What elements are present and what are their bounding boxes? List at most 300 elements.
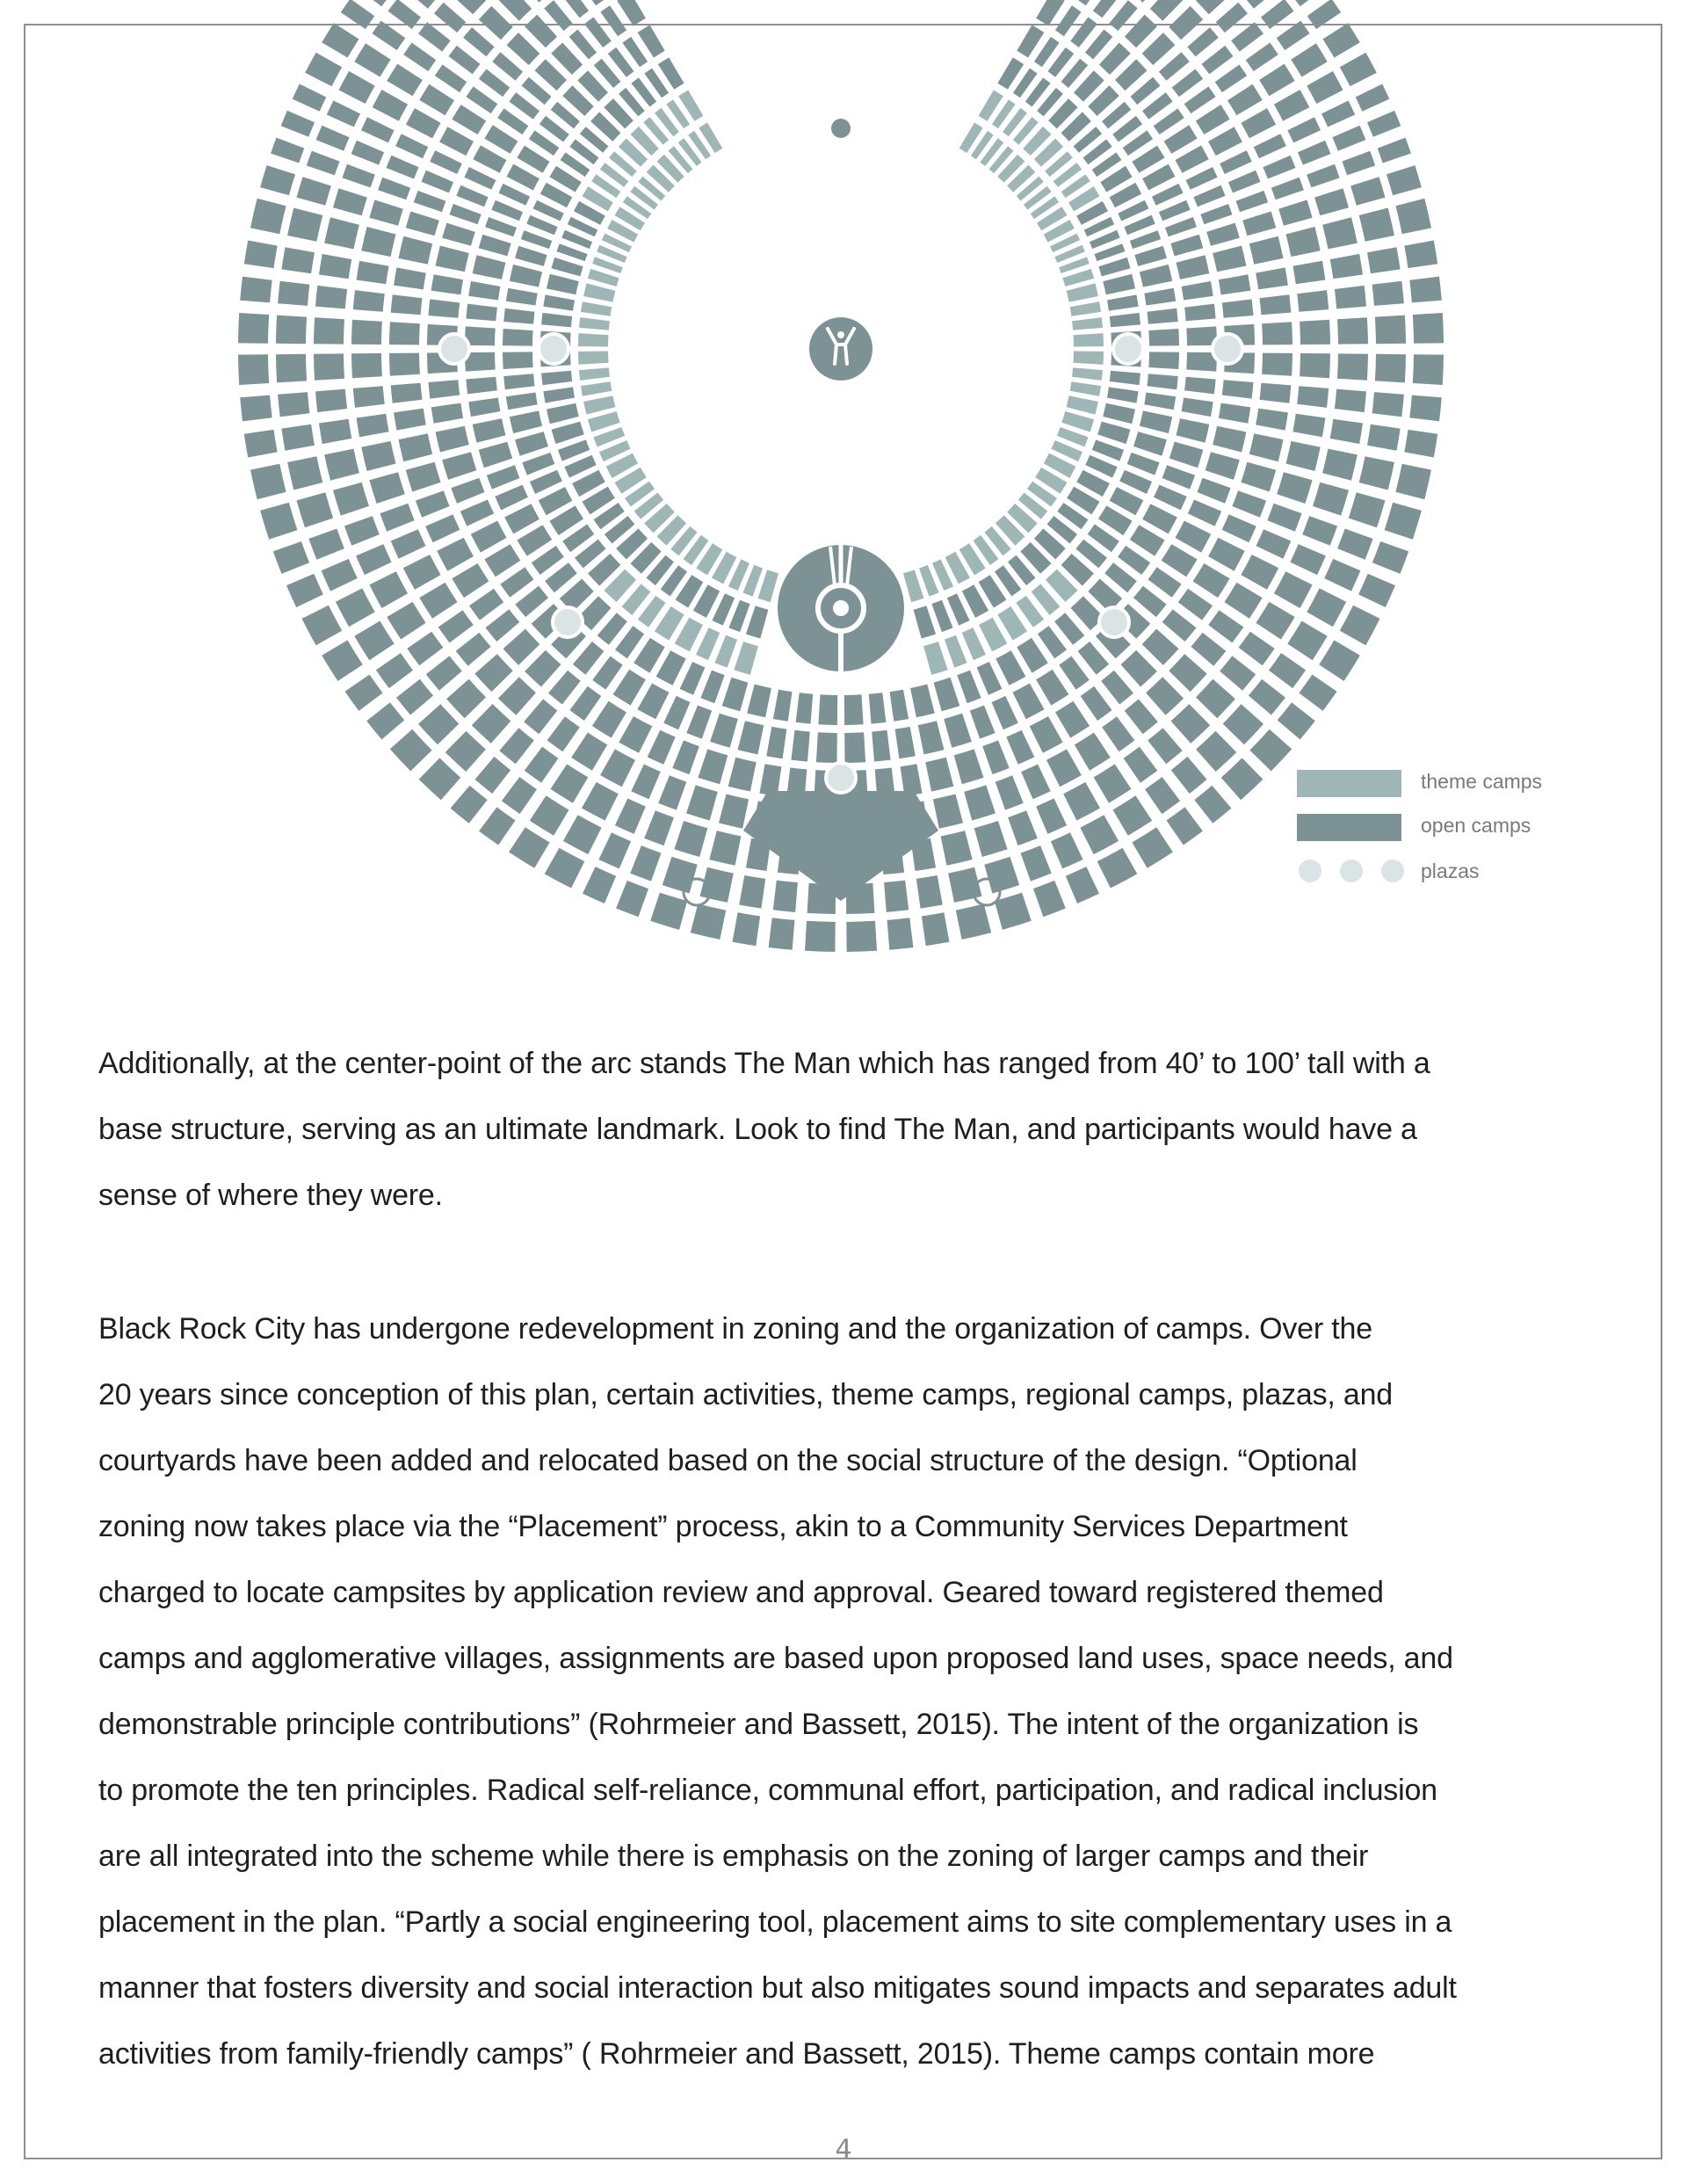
- open-camp-block: [341, 0, 375, 29]
- open-camp-block: [509, 827, 550, 868]
- open-camp-block: [380, 504, 414, 532]
- open-camp-block: [319, 419, 351, 444]
- open-camp-block: [1036, 798, 1067, 834]
- open-camp-block: [1148, 308, 1178, 324]
- open-camp-block: [1307, 0, 1342, 29]
- open-camp-block: [406, 108, 441, 138]
- open-camp-block: [1307, 164, 1339, 188]
- paragraph-line: to promote the ten principles. Radical self-reliance, communal effort, participation, and radical inclusion: [98, 1774, 1437, 1807]
- open-camp-block: [1206, 452, 1240, 480]
- open-camp-block: [1095, 243, 1126, 261]
- open-camp-block: [373, 21, 406, 51]
- open-camp-block: [456, 185, 488, 207]
- open-camp-block: [619, 716, 652, 753]
- legend-label-open-camps: open camps: [1421, 814, 1531, 837]
- open-camp-block: [396, 679, 433, 715]
- paragraph-2: [98, 1296, 1592, 2087]
- center-camp-icon: [778, 545, 904, 671]
- open-camp-block: [438, 610, 474, 642]
- open-camp-block: [1176, 145, 1209, 172]
- open-camp-block: [1274, 90, 1309, 121]
- open-camp-block: [773, 881, 798, 912]
- open-camp-block: [592, 701, 626, 738]
- open-camp-block: [1277, 472, 1312, 504]
- paragraph-line: sense of where they were.: [98, 1179, 443, 1212]
- open-camp-block: [278, 281, 309, 306]
- open-camp-block: [1356, 84, 1390, 112]
- open-camp-block: [399, 236, 433, 265]
- open-camp-block: [1274, 571, 1313, 608]
- open-camp-block: [1113, 795, 1153, 835]
- open-camp-block: [506, 393, 538, 410]
- paragraph-line: charged to locate campsites by application review and approval. Geared toward registered themed: [98, 1576, 1384, 1609]
- open-camp-block: [543, 294, 575, 310]
- open-camp-block: [503, 629, 540, 665]
- theme-camp-block: [696, 628, 720, 660]
- open-camp-block: [387, 64, 423, 97]
- open-camp-block: [1300, 353, 1330, 378]
- open-camp-block: [1277, 21, 1310, 51]
- open-camp-block: [1103, 274, 1135, 295]
- open-camp-block: [260, 503, 297, 540]
- open-camp-block: [336, 588, 375, 627]
- black-rock-city-plan-diagram: [0, 0, 1687, 958]
- open-camp-block: [351, 320, 382, 345]
- open-camp-block: [479, 807, 515, 845]
- open-camp-block: [450, 204, 481, 224]
- open-camp-block: [1269, 653, 1306, 688]
- paragraph-1: [98, 1031, 1592, 1229]
- open-camp-block: [600, 749, 635, 787]
- open-camp-block: [1395, 464, 1431, 499]
- open-camp-block: [276, 316, 307, 345]
- open-camp-block: [548, 671, 581, 705]
- temple-marker: [831, 119, 851, 138]
- open-camp-block: [592, 657, 623, 690]
- theme-camp-block: [583, 395, 615, 414]
- open-camp-block: [437, 538, 474, 571]
- open-camp-block: [1036, 0, 1065, 25]
- open-camp-block: [1241, 462, 1276, 492]
- open-camp-block: [276, 354, 307, 383]
- open-camp-block: [1148, 352, 1179, 369]
- open-camp-block: [996, 775, 1024, 809]
- open-camp-block: [293, 84, 327, 112]
- open-camp-block: [541, 313, 572, 327]
- open-camp-block: [406, 462, 441, 492]
- open-camp-block: [1142, 33, 1176, 65]
- open-camp-block: [238, 354, 269, 385]
- open-camp-block: [1256, 267, 1288, 289]
- open-camp-block: [1256, 529, 1292, 559]
- theme-camp-block: [1067, 283, 1098, 301]
- open-camp-block: [1246, 43, 1278, 72]
- open-camp-block: [1292, 261, 1325, 285]
- open-camp-block: [1330, 254, 1363, 279]
- open-camp-block: [1097, 422, 1130, 445]
- open-camp-block: [686, 785, 718, 820]
- open-camp-block: [354, 43, 390, 76]
- open-camp-block: [1260, 383, 1292, 403]
- theme-camp-block: [578, 352, 609, 365]
- open-camp-block: [468, 281, 500, 301]
- open-camp-block: [521, 230, 552, 249]
- open-camp-block: [526, 215, 557, 235]
- open-camp-block: [1367, 247, 1401, 273]
- theme-camp-block: [903, 570, 924, 602]
- open-camp-block: [644, 810, 674, 845]
- theme-camp-block: [581, 381, 612, 396]
- open-camp-block: [1222, 514, 1256, 542]
- open-camp-block: [353, 290, 385, 312]
- open-camp-block: [1154, 485, 1187, 511]
- open-camp-block: [322, 640, 363, 681]
- open-camp-block: [1202, 46, 1234, 75]
- open-camp-block: [473, 145, 506, 172]
- open-camp-block: [1297, 386, 1329, 408]
- open-camp-block: [297, 492, 334, 527]
- open-camp-block: [1187, 27, 1219, 56]
- open-camp-block: [1256, 602, 1294, 640]
- open-camp-block: [1330, 419, 1363, 444]
- open-camp-block: [1367, 111, 1401, 137]
- open-camp-block: [474, 654, 512, 692]
- open-camp-block: [357, 414, 389, 438]
- open-camp-block: [1278, 702, 1315, 739]
- open-camp-block: [1271, 178, 1304, 200]
- open-camp-block: [1322, 449, 1358, 481]
- open-camp-block: [495, 485, 528, 511]
- plaza: [439, 334, 469, 364]
- open-camp-block: [1263, 156, 1295, 179]
- open-camp-block: [1144, 288, 1176, 306]
- theme-camp-block: [734, 642, 758, 675]
- open-camp-block: [933, 795, 963, 829]
- open-camp-block: [648, 730, 676, 765]
- open-camp-block: [435, 65, 467, 93]
- open-camp-block: [484, 125, 518, 154]
- theme-camp-block: [714, 635, 737, 668]
- open-camp-block: [297, 177, 331, 206]
- open-camp-block: [722, 678, 749, 712]
- paragraph-line: manner that fosters diversity and social interaction but also mitigates sound impacts and separates adult: [98, 1971, 1457, 2005]
- open-camp-block: [1286, 441, 1321, 471]
- open-camp-block: [1239, 632, 1275, 666]
- open-camp-block: [582, 782, 619, 821]
- open-camp-block: [1162, 544, 1198, 577]
- open-camp-block: [1206, 223, 1240, 246]
- open-camp-block: [406, 212, 439, 236]
- open-camp-block: [485, 217, 517, 236]
- open-camp-block: [1349, 492, 1386, 527]
- open-camp-block: [719, 795, 749, 829]
- open-camp-block: [573, 642, 605, 675]
- open-camp-block: [1242, 212, 1276, 236]
- open-camp-block: [700, 867, 734, 903]
- open-camp-block: [1017, 638, 1048, 673]
- open-camp-block: [941, 831, 973, 866]
- open-camp-block: [1307, 71, 1343, 104]
- open-camp-block: [773, 690, 793, 722]
- open-camp-block: [281, 424, 315, 451]
- open-camp-block: [391, 529, 426, 559]
- open-camp-block: [551, 764, 589, 802]
- open-camp-block: [1244, 0, 1277, 9]
- open-camp-block: [361, 117, 395, 142]
- open-camp-block: [1375, 316, 1406, 345]
- open-camp-block: [974, 821, 1008, 857]
- open-camp-block: [738, 721, 764, 754]
- open-camp-block: [467, 86, 498, 113]
- plaza: [553, 607, 583, 637]
- open-camp-block: [982, 740, 1010, 774]
- open-camp-block: [479, 69, 510, 98]
- the-man-icon: [809, 317, 872, 381]
- open-camp-block: [1359, 208, 1394, 242]
- open-camp-block: [796, 693, 814, 724]
- legend-plaza-dot: [1340, 860, 1363, 882]
- open-camp-block: [1125, 699, 1158, 734]
- open-camp-block: [1033, 881, 1066, 917]
- open-camp-block: [1297, 290, 1329, 312]
- open-camp-block: [1313, 483, 1349, 516]
- open-camp-block: [419, 758, 461, 800]
- open-camp-block: [1254, 134, 1286, 158]
- open-camp-block: [1387, 165, 1422, 195]
- open-camp-block: [992, 696, 1018, 729]
- open-camp-block: [1227, 84, 1263, 115]
- open-camp-block: [747, 685, 771, 718]
- open-camp-block: [426, 656, 462, 691]
- open-camp-block: [1130, 230, 1161, 249]
- open-camp-block: [316, 126, 350, 151]
- open-camp-block: [1409, 395, 1442, 422]
- open-camp-block: [1103, 403, 1135, 424]
- open-camp-block: [1332, 126, 1365, 151]
- open-camp-block: [672, 740, 699, 774]
- paragraph-line: zoning now takes place via the “Placement” process, akin to a Community Services Department: [98, 1510, 1348, 1543]
- open-camp-block: [1021, 765, 1051, 800]
- open-camp-block: [1178, 589, 1213, 620]
- open-camp-block: [1097, 848, 1138, 889]
- open-camp-block: [1196, 679, 1235, 719]
- open-camp-block: [1046, 749, 1082, 787]
- paragraph-line: courtyards have been added and relocated based on the social structure of the design. “Optional: [98, 1444, 1358, 1477]
- open-camp-block: [743, 791, 938, 901]
- open-camp-block: [1196, 0, 1231, 14]
- open-camp-block: [1193, 185, 1225, 207]
- open-camp-block: [925, 758, 953, 792]
- open-camp-block: [728, 600, 749, 632]
- open-camp-block: [361, 441, 395, 471]
- open-camp-block: [1167, 807, 1203, 845]
- open-camp-block: [451, 0, 486, 14]
- open-camp-block: [1219, 274, 1250, 294]
- open-camp-block: [547, 274, 579, 295]
- open-camp-block: [598, 832, 631, 868]
- open-camp-block: [403, 43, 436, 72]
- open-camp-block: [890, 690, 909, 722]
- open-camp-block: [1130, 525, 1165, 556]
- open-camp-block: [1413, 354, 1444, 385]
- open-camp-block: [1335, 286, 1366, 309]
- open-camp-block: [407, 632, 443, 666]
- open-camp-block: [1182, 398, 1213, 417]
- open-camp-block: [1372, 281, 1404, 306]
- open-camp-block: [1107, 387, 1139, 403]
- open-camp-block: [728, 758, 757, 792]
- open-camp-block: [1124, 747, 1158, 783]
- open-camp-block: [302, 606, 343, 646]
- open-camp-block: [1164, 125, 1198, 154]
- open-camp-block: [369, 472, 404, 504]
- legend: [1297, 770, 1542, 882]
- open-camp-block: [634, 638, 665, 673]
- open-camp-block: [617, 0, 646, 25]
- open-camp-block: [1298, 141, 1331, 165]
- open-camp-block: [452, 563, 489, 598]
- open-camp-block: [327, 100, 360, 127]
- open-camp-block: [910, 685, 935, 718]
- open-camp-block: [522, 453, 554, 475]
- open-camp-block: [439, 127, 474, 156]
- open-camp-block: [287, 208, 322, 242]
- paragraph-line: camps and agglomerative villages, assignments are based upon proposed land uses, space needs, and: [98, 1642, 1453, 1675]
- open-camp-block: [1133, 586, 1167, 618]
- open-camp-block: [710, 714, 738, 748]
- open-camp-block: [240, 395, 272, 422]
- open-camp-block: [1231, 22, 1263, 52]
- open-camp-block: [1196, 731, 1236, 772]
- open-camp-block: [416, 490, 450, 518]
- open-camp-block: [308, 529, 344, 560]
- open-camp-block: [1198, 478, 1231, 504]
- open-camp-block: [1395, 199, 1431, 234]
- open-camp-block: [498, 677, 536, 715]
- camp-blocks: [238, 0, 1444, 952]
- open-camp-block: [1287, 621, 1327, 661]
- open-camp-block: [1051, 832, 1083, 868]
- open-camp-block: [1063, 782, 1100, 821]
- open-camp-block: [1055, 701, 1090, 738]
- open-camp-block: [872, 730, 890, 762]
- plaza: [1099, 607, 1129, 637]
- open-camp-block: [934, 678, 960, 712]
- paragraph-line: placement in the plan. “Partly a social engineering tool, placement aims to site complementary uses in a: [98, 1905, 1452, 1939]
- open-camp-block: [507, 33, 540, 65]
- open-camp-block: [1177, 418, 1210, 443]
- theme-camp-block: [1070, 301, 1101, 316]
- open-camp-block: [1256, 409, 1288, 431]
- open-camp-block: [1172, 69, 1203, 98]
- open-camp-block: [373, 90, 408, 121]
- open-camp-block: [1249, 433, 1284, 461]
- open-camp-block: [471, 521, 507, 553]
- open-camp-block: [1182, 281, 1213, 301]
- open-camp-block: [506, 288, 538, 306]
- open-camp-block: [656, 650, 686, 686]
- open-camp-block: [1102, 716, 1134, 751]
- open-camp-block: [1337, 529, 1373, 560]
- open-camp-block: [1278, 200, 1312, 225]
- theme-camp-block: [1072, 317, 1103, 330]
- open-camp-block: [395, 134, 428, 158]
- open-camp-block: [1208, 127, 1242, 156]
- open-camp-block: [1059, 657, 1090, 690]
- theme-camp-block: [579, 367, 610, 381]
- open-camp-block: [1262, 353, 1292, 376]
- open-camp-block: [1404, 430, 1437, 458]
- plaza: [539, 334, 568, 364]
- open-camp-block: [1092, 439, 1124, 461]
- plaza: [826, 763, 856, 793]
- open-camp-block: [434, 3, 466, 33]
- open-camp-block: [746, 606, 769, 638]
- open-camp-block: [1196, 105, 1230, 134]
- open-camp-block: [769, 918, 795, 950]
- open-camp-block: [322, 559, 358, 591]
- open-camp-block: [1350, 177, 1385, 206]
- open-camp-block: [1409, 277, 1442, 303]
- open-camp-block: [637, 684, 669, 720]
- paragraph-line: are all integrated into the scheme while there is emphasis on the zoning of larger camps and their: [98, 1839, 1369, 1873]
- open-camp-block: [1194, 786, 1231, 824]
- open-camp-block: [324, 449, 359, 481]
- theme-camp-block: [923, 642, 948, 675]
- open-camp-block: [869, 693, 887, 724]
- open-camp-block: [503, 329, 533, 346]
- open-camp-block: [970, 706, 996, 739]
- open-camp-block: [361, 227, 395, 257]
- open-camp-block: [547, 403, 579, 424]
- legend-label-theme-camps: theme camps: [1421, 770, 1543, 793]
- open-camp-block: [1291, 43, 1327, 76]
- open-camp-block: [250, 199, 286, 234]
- open-camp-block: [766, 727, 786, 758]
- open-camp-block: [1170, 235, 1203, 257]
- open-camp-block: [484, 544, 520, 577]
- open-camp-block: [1159, 200, 1191, 221]
- open-camp-block: [816, 732, 837, 763]
- open-camp-block: [1213, 246, 1246, 272]
- open-camp-block: [1081, 686, 1112, 721]
- theme-camp-block: [588, 269, 619, 287]
- open-camp-block: [663, 696, 690, 729]
- open-camp-block: [1176, 521, 1212, 553]
- open-camp-block: [1222, 380, 1254, 398]
- open-camp-block: [739, 875, 765, 909]
- open-camp-block: [630, 845, 661, 882]
- open-camp-block: [399, 433, 433, 461]
- open-camp-block: [1358, 574, 1395, 607]
- open-camp-block: [680, 662, 706, 695]
- open-camp-block: [238, 313, 269, 344]
- open-camp-block: [1314, 188, 1349, 215]
- open-camp-block: [1109, 0, 1137, 31]
- open-camp-block: [1140, 410, 1172, 433]
- open-camp-block: [418, 704, 459, 744]
- open-camp-block: [846, 921, 877, 952]
- open-camp-block: [1098, 258, 1130, 277]
- open-camp-block: [356, 544, 392, 575]
- open-camp-block: [1307, 588, 1346, 627]
- open-camp-block: [916, 875, 943, 909]
- open-camp-block: [358, 0, 391, 6]
- open-camp-block: [286, 574, 323, 607]
- open-camp-block: [391, 294, 423, 315]
- open-camp-block: [357, 261, 389, 285]
- open-camp-block: [1299, 675, 1336, 711]
